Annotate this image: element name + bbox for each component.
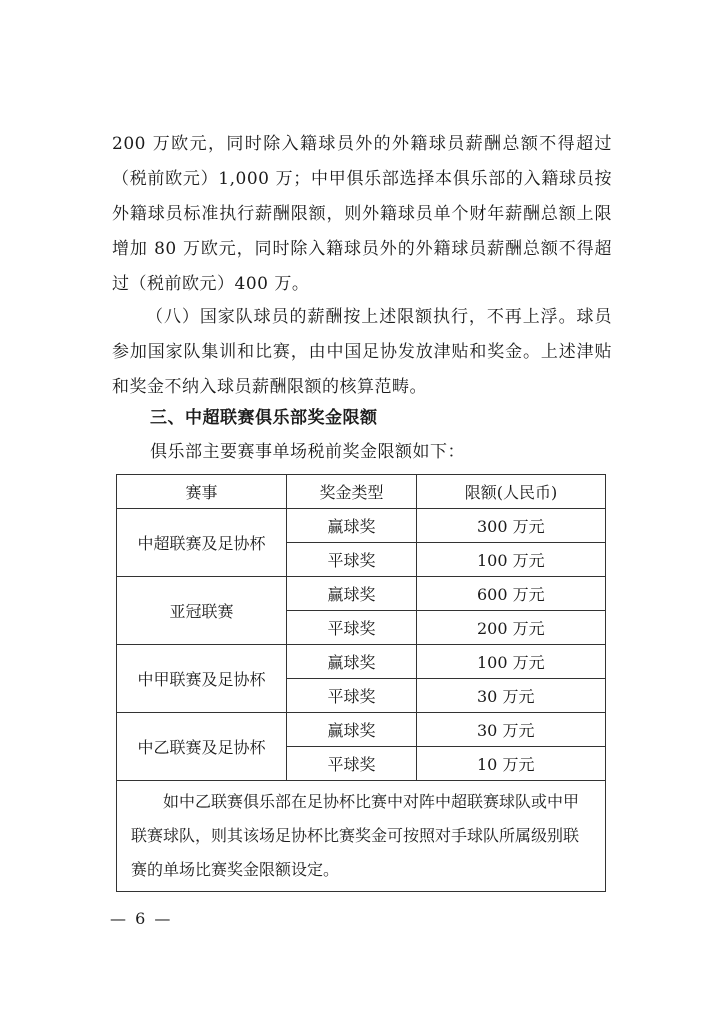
event-cell: 亚冠联赛 (117, 577, 287, 645)
limit-cell: 30 万元 (417, 679, 606, 713)
event-cell: 中甲联赛及足协杯 (117, 645, 287, 713)
limit-cell: 600 万元 (417, 577, 606, 611)
table-note-row (117, 781, 606, 892)
limit-cell: 100 万元 (417, 645, 606, 679)
table-intro: 俱乐部主要赛事单场税前奖金限额如下： (150, 442, 465, 462)
limit-cell: 300 万元 (417, 509, 606, 543)
limit-cell: 30 万元 (417, 713, 606, 747)
page-number: — 6 — (110, 909, 173, 928)
event-cell: 中乙联赛及足协杯 (117, 713, 287, 781)
event-cell: 中超联赛及足协杯 (117, 509, 287, 577)
bonus-type-cell: 平球奖 (287, 611, 417, 645)
limit-cell: 200 万元 (417, 611, 606, 645)
table-row (117, 713, 606, 747)
bonus-type-cell: 赢球奖 (287, 645, 417, 679)
header-event: 赛事 (117, 475, 287, 509)
table-row (117, 509, 606, 543)
table-header-row (117, 475, 606, 509)
limit-cell: 100 万元 (417, 543, 606, 577)
paragraph-salary-cap: 200 万欧元，同时除入籍球员外的外籍球员薪酬总额不得超过（税前欧元）1,000 万；中甲俱乐部选择本俱乐部的入籍球员按外籍球员标准执行薪酬限额，则外籍球员单个财年薪酬总额上限增加 80 万欧元，同时除入籍球员外的外籍球员薪酬总额不得超过（税前欧元）400 万。 (112, 134, 612, 294)
table-row (117, 577, 606, 611)
limit-cell: 10 万元 (417, 747, 606, 781)
header-bonus-type: 奖金类型 (287, 475, 417, 509)
bonus-type-cell: 平球奖 (287, 747, 417, 781)
header-limit: 限额(人民币) (417, 475, 606, 509)
section-heading: 三、中超联赛俱乐部奖金限额 (150, 408, 378, 428)
bonus-type-cell: 赢球奖 (287, 713, 417, 747)
bonus-type-cell: 平球奖 (287, 543, 417, 577)
paragraph-national-team: （八）国家队球员的薪酬按上述限额执行，不再上浮。球员参加国家队集训和比赛，由中国足协发放津贴和奖金。上述津贴和奖金不纳入球员薪酬限额的核算范畴。 (112, 307, 612, 397)
bonus-limit-table (116, 474, 606, 892)
bonus-type-cell: 平球奖 (287, 679, 417, 713)
table-note: 如中乙联赛俱乐部在足协杯比赛中对阵中超联赛球队或中甲联赛球队，则其该场足协杯比赛奖金可按照对手球队所属级别联赛的单场比赛奖金限额设定。 (117, 781, 606, 892)
bonus-type-cell: 赢球奖 (287, 577, 417, 611)
bonus-type-cell: 赢球奖 (287, 509, 417, 543)
table-row (117, 645, 606, 679)
